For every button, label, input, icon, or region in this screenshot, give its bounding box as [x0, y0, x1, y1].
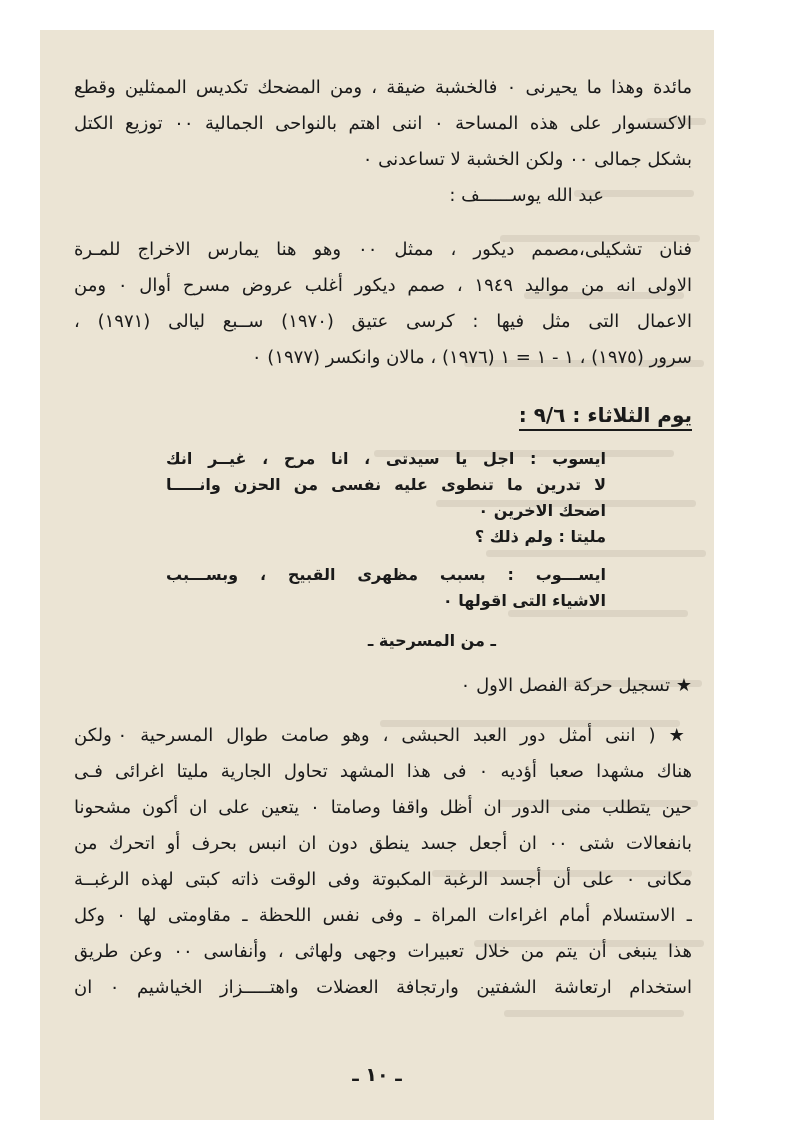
- page-number: ـ ١٠ ـ: [352, 1064, 402, 1086]
- document-page: [40, 30, 714, 1120]
- record-heading: ★ تسجيل حركة الفصل الاول ٠: [460, 675, 692, 696]
- quote-line: ايســـوب : بسبب مظهرى القبيح ، وبســـبب: [166, 565, 606, 584]
- day-heading: [74, 398, 692, 432]
- text-line: ★ ( اننى أمثل دور العبد الحبشى ، وهو صامت طوال المسرحية ٠ ولكن: [74, 725, 692, 746]
- play-quote: [166, 446, 606, 614]
- text-line: بشكل جمالى ٠٠ ولكن الخشبة لا تساعدنى ٠: [362, 149, 692, 170]
- performance-paragraph: [74, 718, 692, 1006]
- text-line: الاولى انه من مواليد ١٩٤٩ ، صمم ديكور أغلب عروض مسرح أوال ٠ ومن: [74, 275, 692, 296]
- text-line: فنان تشكيلى،مصمم ديكور ، ممثل ٠٠ وهو هنا يمارس الاخراج للمـرة: [74, 239, 692, 260]
- text-line: هناك مشهدا صعبا أؤديه ٠ فى هذا المشهد تحاول الجارية مليتا اغرائى فـى: [74, 761, 692, 782]
- text-line: الاعمال التى مثل فيها : كرسى عتيق (١٩٧٠) ســبع ليالى (١٩٧١) ،: [74, 311, 692, 332]
- paragraph-continuation: [74, 70, 692, 178]
- text-line: ـ الاستسلام أمام اغراءات المراة ـ وفى نفس اللحظة ـ مقاومتى لها ٠ وكل: [74, 905, 692, 926]
- text-line: مائدة وهذا ما يحيرنى ٠ فالخشبة ضيقة ، ومن المضحك تكديس الممثلين وقطع: [74, 77, 692, 98]
- text-line: بانفعالات شتى ٠٠ ان أجعل جسد ينطق دون ان انبس بحرف أو اتحرك من: [74, 833, 692, 854]
- text-line: الاكسسوار على هذه المساحة ٠ اننى اهتم بالنواحى الجمالية ٠٠ توزيع الكتل: [74, 113, 692, 134]
- author-name-heading: عبد الله يوســــــف :: [449, 185, 604, 206]
- quote-line: لا تدرين ما تنطوى عليه نفسى من الحزن وانـــــا: [166, 475, 606, 494]
- page-content: [74, 70, 692, 1006]
- text-line: مكانى ٠ على أن أجسد الرغبة المكبوتة وفى الوقت ذاته كبتى لهذه الرغبــة: [74, 869, 692, 890]
- text-line: استخدام ارتعاشة الشفتين وارتجافة العضلات واهتـــــزاز الخياشيم ٠ ان: [74, 977, 692, 998]
- day-heading-text: يوم الثلاثاء : ٩/٦ :: [519, 403, 692, 431]
- text-line: هذا ينبغى أن يتم من خلال تعبيرات وجهى ولهاثى ، وأنفاسى ٠٠ وعن طريق: [74, 941, 692, 962]
- text-line: سرور (١٩٧٥) ، ١ - ١ = ١ (١٩٧٦) ، مالان وانكسر (١٩٧٧) ٠: [251, 347, 692, 368]
- quote-line: اضحك الاخرين ٠: [478, 501, 606, 520]
- quote-line: مليتا : ولم ذلك ؟: [474, 527, 606, 546]
- quote-line: ايسوب : اجل يا سيدتى ، انا مرح ، غيــر انك: [166, 449, 606, 468]
- quote-source: ـ من المسرحية ـ: [367, 631, 496, 650]
- author-bio: [74, 232, 692, 376]
- quote-line: الاشياء التى اقولها ٠: [442, 591, 606, 610]
- text-line: حين يتطلب منى الدور ان أظل واقفا وصامتا ٠ يتعين على ان أكون مشحونا: [74, 797, 692, 818]
